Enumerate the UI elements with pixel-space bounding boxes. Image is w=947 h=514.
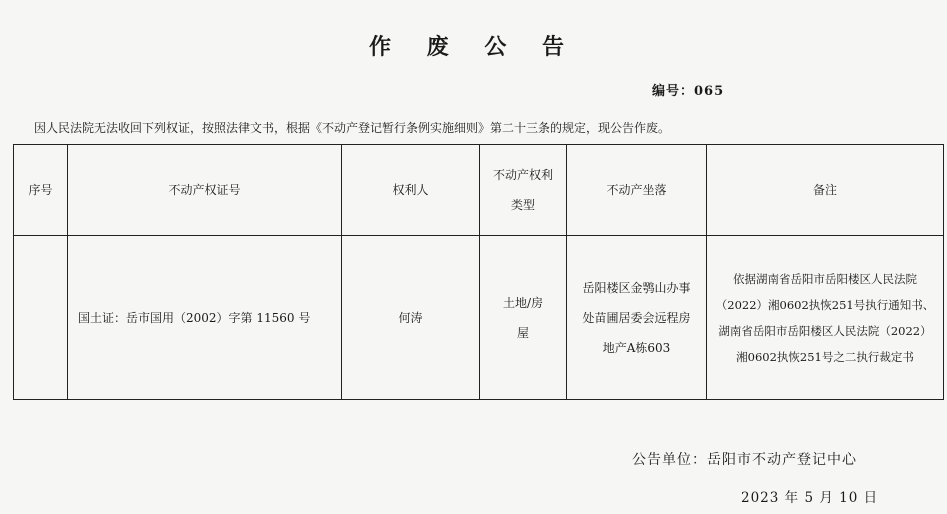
cell-type: 土地/房屋 (480, 236, 567, 400)
header-location: 不动产坐落 (567, 145, 707, 236)
issuer: 公告单位：岳阳市不动产登记中心 (632, 452, 857, 468)
document-number: 编号：065 (652, 84, 725, 99)
table-row (14, 236, 944, 400)
header-remark: 备注 (707, 145, 944, 236)
issue-date: 2023 年 5 月 10 日 (741, 490, 879, 506)
notice-intro: 因人民法院无法收回下列权证，按照法律文书，根据《不动产登记暂行条例实施细则》第二十三条的规定，现公告作废。 (34, 121, 671, 135)
header-type: 不动产权利类型 (480, 145, 567, 236)
table-header-row (14, 145, 944, 236)
header-cert: 不动产权证号 (68, 145, 342, 236)
header-holder: 权利人 (342, 145, 480, 236)
void-certificate-table (13, 144, 944, 400)
notice-title: 作 废 公 告 (369, 34, 578, 60)
cell-location: 岳阳楼区金鹗山办事处苗圃居委会远程房地产A栋603 (567, 236, 707, 400)
cell-remark: 依据湖南省岳阳市岳阳楼区人民法院（2022）湘0602执恢251号执行通知书、湖南省岳阳市岳阳楼区人民法院（2022）湘0602执恢251号之二执行裁定书 (707, 236, 944, 400)
cell-holder: 何涛 (342, 236, 480, 400)
header-seq: 序号 (14, 145, 68, 236)
cell-seq (14, 236, 68, 400)
cell-cert: 国土证：岳市国用（2002）字第 11560 号 (68, 236, 342, 400)
